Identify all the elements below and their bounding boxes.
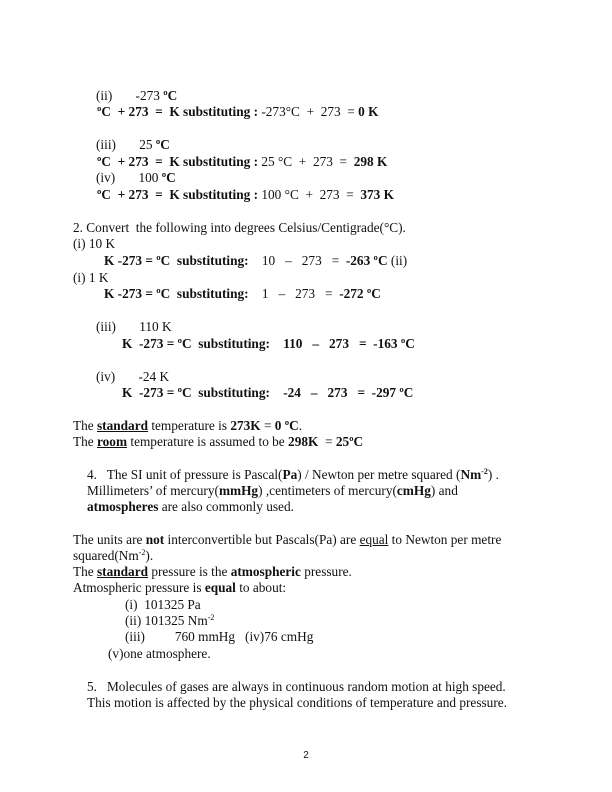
- s2-part-i2-formula: K -273 = ºC substituting: 1 – 273 = -272 ºC: [104, 286, 381, 301]
- units-line2: $squared(Nm^{-2})$.: [73, 548, 154, 563]
- s2-part-iv-label: (iv) -24 K: [96, 369, 170, 384]
- part-iii-formula: ºC + 273 = K substituting : 25 °C + 273 = 298 K: [97, 154, 388, 169]
- standard-temperature: The standard temperature is 273K = 0 ºC.: [73, 418, 303, 433]
- section2-heading: 2. Convert the following into degrees Celsius/Centigrade(°C).: [73, 220, 406, 235]
- s2-part-i2-label: (i) 1 K: [73, 270, 109, 285]
- part-iii-header: (iii) 25 ºC: [96, 137, 170, 152]
- s2-part-iv-formula: K -273 = ºC substituting: -24 – 273 = -297 ºC: [122, 385, 414, 400]
- s2-part-iii-formula: K -273 = ºC substituting: 110 – 273 = -163 ºC: [122, 336, 415, 351]
- part-ii-formula: ºC + 273 = K substituting : -273°C + 273 = 0 K: [97, 104, 379, 119]
- page-number: 2: [303, 750, 309, 761]
- units-line1: The units are not interconvertible but Pascals(Pa) are equal to Newton per metre: [73, 532, 502, 547]
- s2-part-i-label: (i) 10 K: [73, 236, 116, 251]
- s4-line3: atmospheres are also commonly used.: [87, 499, 294, 514]
- part-iv-header: (iv) 100 ºC: [96, 170, 176, 185]
- atm-item-ii: (ii) 101325 $Nm^{-2}$: [125, 613, 215, 628]
- s2-part-iii-label: (iii) 110 K: [96, 319, 172, 334]
- s2-part-i-formula: K -273 = ºC substituting: 10 – 273 = -263 ºC (ii): [104, 253, 408, 268]
- s5-line1: 5. Molecules of gases are always in continuous random motion at high speed.: [87, 679, 506, 694]
- atm-item-v: (v)one atmosphere.: [108, 646, 211, 661]
- atmospheric-pressure: Atmospheric pressure is equal to about:: [73, 580, 287, 595]
- room-temperature: The room temperature is assumed to be 298K = 25ºC: [73, 434, 364, 449]
- standard-pressure: The standard pressure is the atmospheric pressure.: [73, 564, 352, 579]
- atm-item-i: (i) 101325 Pa: [125, 597, 201, 612]
- s4-line2: Millimeters’ of mercury(mmHg) ,centimeters of mercury(cmHg) and: [87, 483, 458, 498]
- part-iv-formula: ºC + 273 = K substituting : 100 °C + 273 = 373 K: [97, 187, 394, 202]
- atm-item-iii-iv: (iii) 760 mmHg (iv)76 cmHg: [125, 629, 314, 644]
- s4-line1: 4. The SI unit of pressure is Pascal(Pa) / Newton per metre squared $(Nm^{-2})$ .: [87, 467, 499, 482]
- s5-line2: This motion is affected by the physical conditions of temperature and pressure.: [87, 695, 507, 710]
- part-ii-header: (ii) -273 ºC: [96, 88, 178, 103]
